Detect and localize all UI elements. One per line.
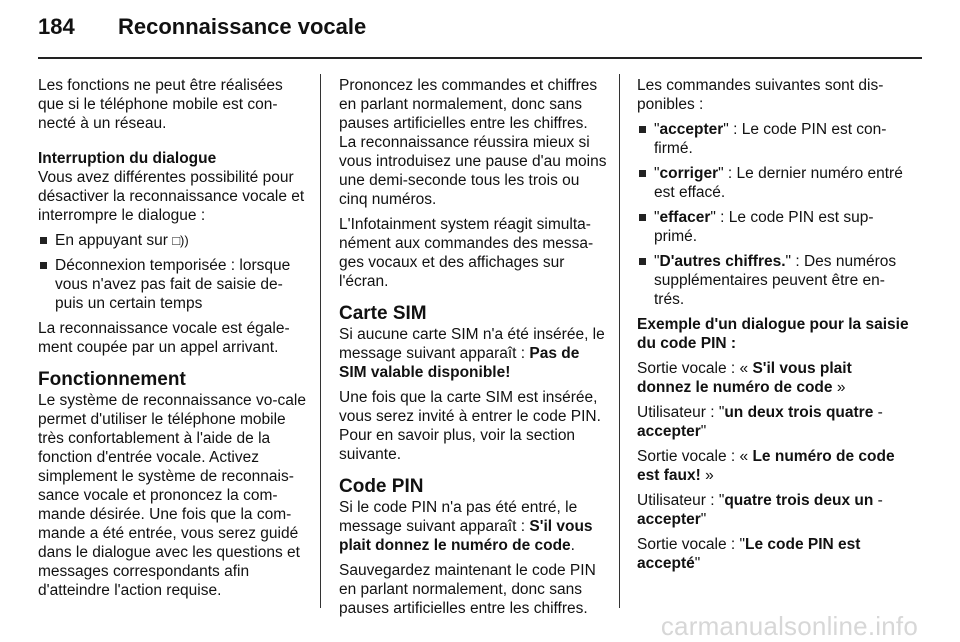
- interruption-text: Vous avez différentes possibilité pour désactiver la reconnaissance vocale et interrompre le dialogue :: [38, 169, 305, 224]
- sim-message: Pas de SIM valable disponible!: [339, 345, 580, 381]
- after-list-text: La reconnaissance vocale est égale-ment coupée par un appel arrivant.: [38, 320, 290, 356]
- dialogue-line: Sortie vocale : « Le numéro de code est faux! »: [637, 448, 895, 484]
- column-2: [339, 76, 609, 624]
- page-title: Reconnaissance vocale: [118, 14, 367, 39]
- list-item: "corriger" : Le dernier numéro entré est effacé.: [637, 164, 909, 202]
- commands-intro: Les commandes suivantes sont dis-ponibles :: [637, 77, 884, 113]
- sim-heading: Carte SIM: [339, 303, 427, 324]
- intro-paragraph: Les fonctions ne peut être réalisées que si le téléphone mobile est con-necté à un réseau.: [38, 77, 283, 132]
- dialogue-line: Sortie vocale : « S'il vous plait donnez le numéro de code »: [637, 360, 852, 396]
- list-item: "accepter" : Le code PIN est con-firmé.: [637, 120, 909, 158]
- infotainment-paragraph: L'Infotainment system réagit simulta-nément aux commandes des messa-ges vocaux et des affichages sur l'écran.: [339, 216, 594, 290]
- dialogue-line: Sortie vocale : "Le code PIN est accepté": [637, 536, 861, 572]
- list-item: En appuyant sur □)): [38, 231, 308, 250]
- page-header: [38, 14, 366, 40]
- page-number: 184: [38, 14, 75, 39]
- voice-control-icon: □)): [172, 233, 189, 248]
- list-item: Déconnexion temporisée : lorsque vous n'avez pas fait de saisie de-puis un certain temps: [38, 256, 308, 313]
- sim-paragraph-2: Une fois que la carte SIM est insérée, vous serez invité à entrer le code PIN. Pour en savoir plus, voir la section suivante.: [339, 389, 601, 463]
- interruption-heading: Interruption du dialogue: [38, 150, 217, 167]
- column-divider-2: [619, 74, 620, 608]
- pin-heading: Code PIN: [339, 476, 424, 497]
- column-divider-1: [320, 74, 321, 608]
- pin-message: S'il vous plait donnez le numéro de code: [339, 518, 593, 554]
- dialogue-line: Utilisateur : "quatre trois deux un - accepter": [637, 492, 883, 528]
- header-rule: [38, 57, 922, 59]
- speech-paragraph: Prononcez les commandes et chiffres en parlant normalement, donc sans pauses artificielles entre les chiffres. La reconnaissance réussira mieux si vous introduisez une pause d'au moins une demi-seconde tous les trois ou cinq numéros.: [339, 77, 607, 208]
- sim-paragraph: Si aucune carte SIM n'a été insérée, le message suivant apparaît : Pas de SIM valable disponible!: [339, 326, 605, 381]
- dialogue-line: Utilisateur : "un deux trois quatre - accepter": [637, 404, 883, 440]
- column-1: [38, 76, 308, 606]
- example-heading: Exemple d'un dialogue pour la saisie du code PIN :: [637, 316, 909, 352]
- interruption-list: [38, 231, 308, 313]
- list-item: "effacer" : Le code PIN est sup-primé.: [637, 208, 909, 246]
- pin-paragraph-2: Sauvegardez maintenant le code PIN en parlant normalement, donc sans pauses artificielles entre les chiffres.: [339, 562, 596, 617]
- list-item: "D'autres chiffres." : Des numéros supplémentaires peuvent être en-trés.: [637, 252, 909, 309]
- fonctionnement-heading: Fonctionnement: [38, 369, 186, 390]
- commands-list: [637, 120, 909, 309]
- fonctionnement-text: Le système de reconnaissance vo-cale permet d'utiliser le téléphone mobile très confortablement à l'aide de la fonction d'entrée vocale. Activez simplement le système de reconnais-sance vocale et prononcez la com-mande désirée. Une fois que la com-mande a été entrée, vous serez guidé dans le dialogue avec les questions et messages correspondants afin d'atteindre l'action requise.: [38, 392, 306, 599]
- column-3: [637, 76, 909, 579]
- pin-paragraph: Si le code PIN n'a pas été entré, le message suivant apparaît : S'il vous plait donnez le numéro de code.: [339, 499, 593, 554]
- watermark: carmanualsonline.info: [660, 611, 918, 641]
